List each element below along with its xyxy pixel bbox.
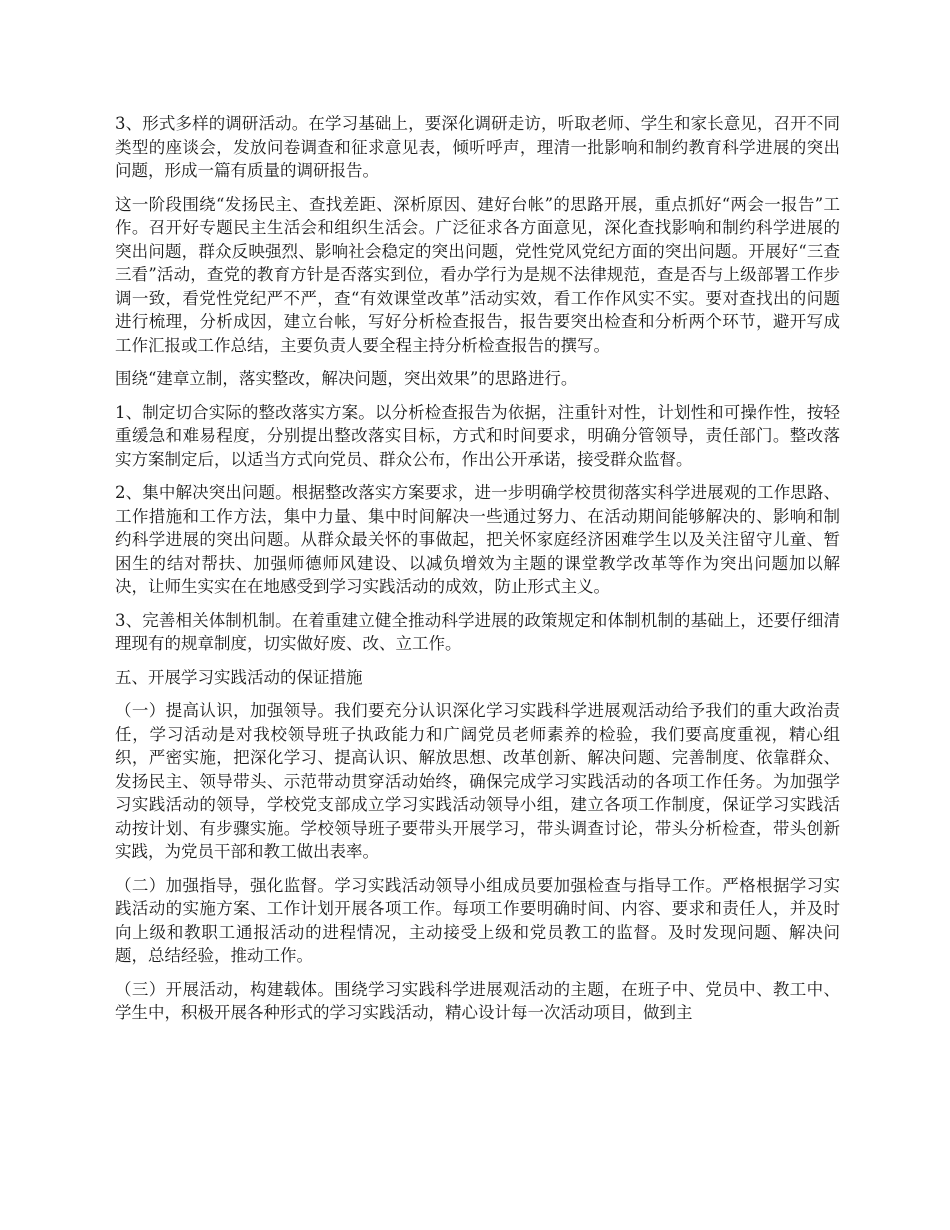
paragraph-rectification-approach: 围绕“建章立制，落实整改，解决问题，突出效果”的思路进行。 xyxy=(115,369,578,388)
paragraph-research-activities: 3、形式多样的调研活动。在学习基础上，要深化调研走访，听取老师、学生和家长意见，召开不同类型的座谈会，发放问卷调查和征求意见表，倾听呼声，理清一批影响和制约教育科学进展的突出问题，形成一篇有质量的调研报告。 xyxy=(115,114,840,180)
document-page xyxy=(115,112,840,1035)
paragraph-stage-overview: 这一阶段围绕“发扬民主、查找差距、深析原因、建好台帐”的思路开展，重点抓好“两会一报告”工作。召开好专题民主生活会和组织生活会。广泛征求各方面意见，深化查找影响和制约科学进展的突出问题，群众反映强烈、影响社会稳定的突出问题，党性党风党纪方面的突出问题。开展好“三查三看”活动，查党的教育方针是否落实到位，看办学行为是规不法律规范，查是否与上级部署工作步调一致，看党性党纪严不严，查“有效课堂改革”活动实效，看工作作风实不实。要对查找出的问题进行梳理，分析成因，建立台帐，写好分析检查报告，报告要突出检查和分析两个环节，避开写成工作汇报或工作总结，主要负责人要全程主持分析检查报告的撰写。 xyxy=(115,194,840,355)
paragraph-carry-out-activities: （三）开展活动，构建载体。围绕学习实践科学进展观活动的主题，在班子中、党员中、教工中、学生中，积极开展各种形式的学习实践活动，精心设计每一次活动项目，做到主 xyxy=(115,979,840,1022)
paragraph-improve-mechanisms: 3、完善相关体制机制。在着重建立健全推动科学进展的政策规定和体制机制的基础上，还要仔细清理现有的规章制度，切实做好废、改、立工作。 xyxy=(115,610,840,653)
paragraph-rectification-plan: 1、制定切合实际的整改落实方案。以分析检查报告为依据，注重针对性，计划性和可操作性，按轻重缓急和难易程度，分别提出整改落实目标，方式和时间要求，明确分管领导，责任部门。整改落实方案制定后，以适当方式向党员、群众公布，作出公开承诺，接受群众监督。 xyxy=(115,402,840,469)
paragraph-raise-awareness: （一）提高认识，加强领导。我们要充分认识深化学习实践科学进展观活动给予我们的重大政治责任，学习活动是对我校领导班子执政能力和广阔党员老师素养的检验，我们要高度重视，精心组织，严密实施，把深化学习、提高认识、解放思想、改革创新、解决问题、完善制度、依靠群众、发扬民主、领导带头、示范带动贯穿活动始终，确保完成学习实践活动的各项工作任务。为加强学习实践活动的领导，学校党支部成立学习实践活动领导小组，建立各项工作制度，保证学习实践活动按计划、有步骤实施。学校领导班子要带头开展学习，带头调查讨论，带头分析检查，带头创新实践，为党员干部和教工做出表率。 xyxy=(115,701,840,861)
paragraph-solve-problems: 2、集中解决突出问题。根据整改落实方案要求，进一步明确学校贯彻落实科学进展观的工作思路、工作措施和工作方法，集中力量、集中时间解决一些通过努力、在活动期间能够解决的、影响和制约科学进展的突出问题。从群众最关怀的事做起，把关怀家庭经济困难学生以及关注留守儿童、暂困生的结对帮扶、加强师德师风建设、以减负增效为主题的课堂教学改革等作为突出问题加以解决，让师生实实在在地感受到学习实践活动的成效，防止形式主义。 xyxy=(115,483,840,596)
section-heading-guarantee-measures: 五、开展学习实践活动的保证措施 xyxy=(115,667,363,687)
paragraph-guidance-supervision: （二）加强指导，强化监督。学习实践活动领导小组成员要加强检查与指导工作。严格根据学习实践活动的实施方案、工作计划开展各项工作。每项工作要明确时间、内容、要求和责任人，并及时向上级和教职工通报活动的进程情况，主动接受上级和党员教工的监督。及时发现问题、解决问题，总结经验，推动工作。 xyxy=(115,875,840,965)
